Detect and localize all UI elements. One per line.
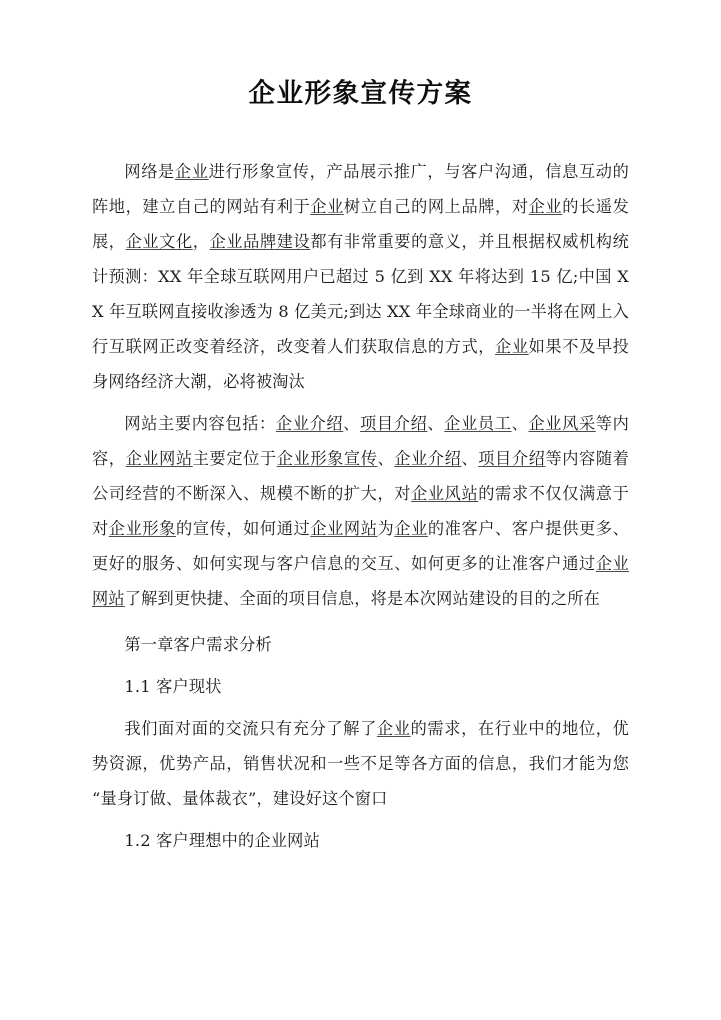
text-run: ， bbox=[192, 231, 210, 251]
text-run: 的宣传，如何通过 bbox=[175, 518, 311, 538]
text-run: 进行形象宣传，产品展示推广，与客户沟通，信息互动的阵地，建立自己的网站有利于 bbox=[92, 161, 629, 216]
text-run: 、 bbox=[427, 413, 445, 433]
section-gap-1 bbox=[92, 616, 629, 627]
underlined-term: 企业品牌建设 bbox=[209, 231, 311, 251]
underlined-term: 企业形象 bbox=[108, 518, 176, 538]
underlined-term: 企业 bbox=[310, 196, 344, 216]
underlined-term: 企业 bbox=[528, 196, 563, 216]
underlined-term: 企业 bbox=[174, 161, 209, 181]
heading-chapter-1: 第一章客户需求分析 bbox=[124, 634, 272, 654]
text-run: 网站主要内容包括： bbox=[124, 413, 276, 433]
underlined-term: 企业 bbox=[376, 718, 411, 738]
underlined-term: 项目介绍 bbox=[360, 413, 428, 433]
heading-1-2: 1.2 客户理想中的企业网站 bbox=[124, 830, 320, 850]
underlined-term: 项目介绍 bbox=[478, 448, 546, 468]
text-run: 等内容， bbox=[92, 413, 630, 468]
text-run: 了解到更快捷、全面的项目信息，将是本次网站建设的目的之所在 bbox=[124, 588, 601, 608]
underlined-term: 企业网站 bbox=[92, 553, 629, 608]
text-run: 的准客户、客户提供更多、更好的服务、如何实现与客户信息的交互、如何更多的让准客户通过 bbox=[92, 518, 629, 573]
underlined-term: 企业介绍 bbox=[394, 448, 462, 468]
underlined-term: 企业介绍 bbox=[275, 413, 344, 433]
paragraph-intro bbox=[92, 154, 629, 399]
page-title: 企业形象宣传方案 bbox=[248, 78, 473, 109]
text-run: 、 bbox=[511, 413, 529, 433]
underlined-term: 企业风站 bbox=[411, 483, 479, 503]
paragraph-gap bbox=[92, 399, 629, 406]
text-run: 、 bbox=[343, 413, 361, 433]
underlined-term: 企业文化 bbox=[125, 231, 193, 251]
text-run: 网络是 bbox=[124, 161, 175, 181]
text-run: 为 bbox=[377, 518, 395, 538]
text-run: 、 bbox=[461, 448, 479, 468]
section-gap-2 bbox=[92, 662, 629, 669]
text-run: 我们面对面的交流只有充分了解了 bbox=[124, 718, 377, 738]
underlined-term: 企业网站 bbox=[310, 518, 378, 538]
text-run: 树立自己的网上品牌，对 bbox=[343, 196, 529, 216]
text-run: 的需求不仅仅满意于对 bbox=[92, 483, 629, 538]
section-gap-3 bbox=[92, 704, 629, 711]
text-run: 的需求，在行业中的地位，优势资源，优势产品，销售状况和一些不足等各方面的信息，我们才能为您“量身订做、量体裁衣”，建设好这个窗口 bbox=[92, 718, 629, 808]
text-run: 如果不及早投身网络经济大潮，必将被淘汰 bbox=[92, 336, 629, 391]
underlined-term: 企业网站 bbox=[125, 448, 193, 468]
paragraph-site-content bbox=[92, 406, 629, 616]
underlined-term: 企业风采 bbox=[528, 413, 596, 433]
underlined-term: 企业员工 bbox=[444, 413, 512, 433]
heading-1-1: 1.1 客户现状 bbox=[124, 676, 222, 696]
text-run: 、 bbox=[377, 448, 395, 468]
text-run: 等内容随着公司经营的不断深入、规模不断的扩大，对 bbox=[92, 448, 629, 503]
text-run: 主要定位于 bbox=[192, 448, 277, 468]
underlined-term: 企业 bbox=[495, 336, 529, 356]
section-gap-4 bbox=[92, 816, 629, 823]
document-body bbox=[92, 154, 629, 858]
underlined-term: 企业形象宣传 bbox=[276, 448, 378, 468]
paragraph-customer-status bbox=[92, 711, 629, 816]
text-run: 都有非常重要的意义，并且根据权威机构统计预测：XX 年全球互联网用户已超过 5 亿到 XX 年将达到 15 亿;中国 XX 年互联网直接收渗透为 8 亿美元;到达 XX 年全球商业的一半将在网上入行互联网正改变着经济，改变着人们获取信息的方式， bbox=[92, 231, 629, 356]
underlined-term: 企业 bbox=[394, 518, 428, 538]
text-run: 的长遥发展， bbox=[92, 196, 630, 251]
